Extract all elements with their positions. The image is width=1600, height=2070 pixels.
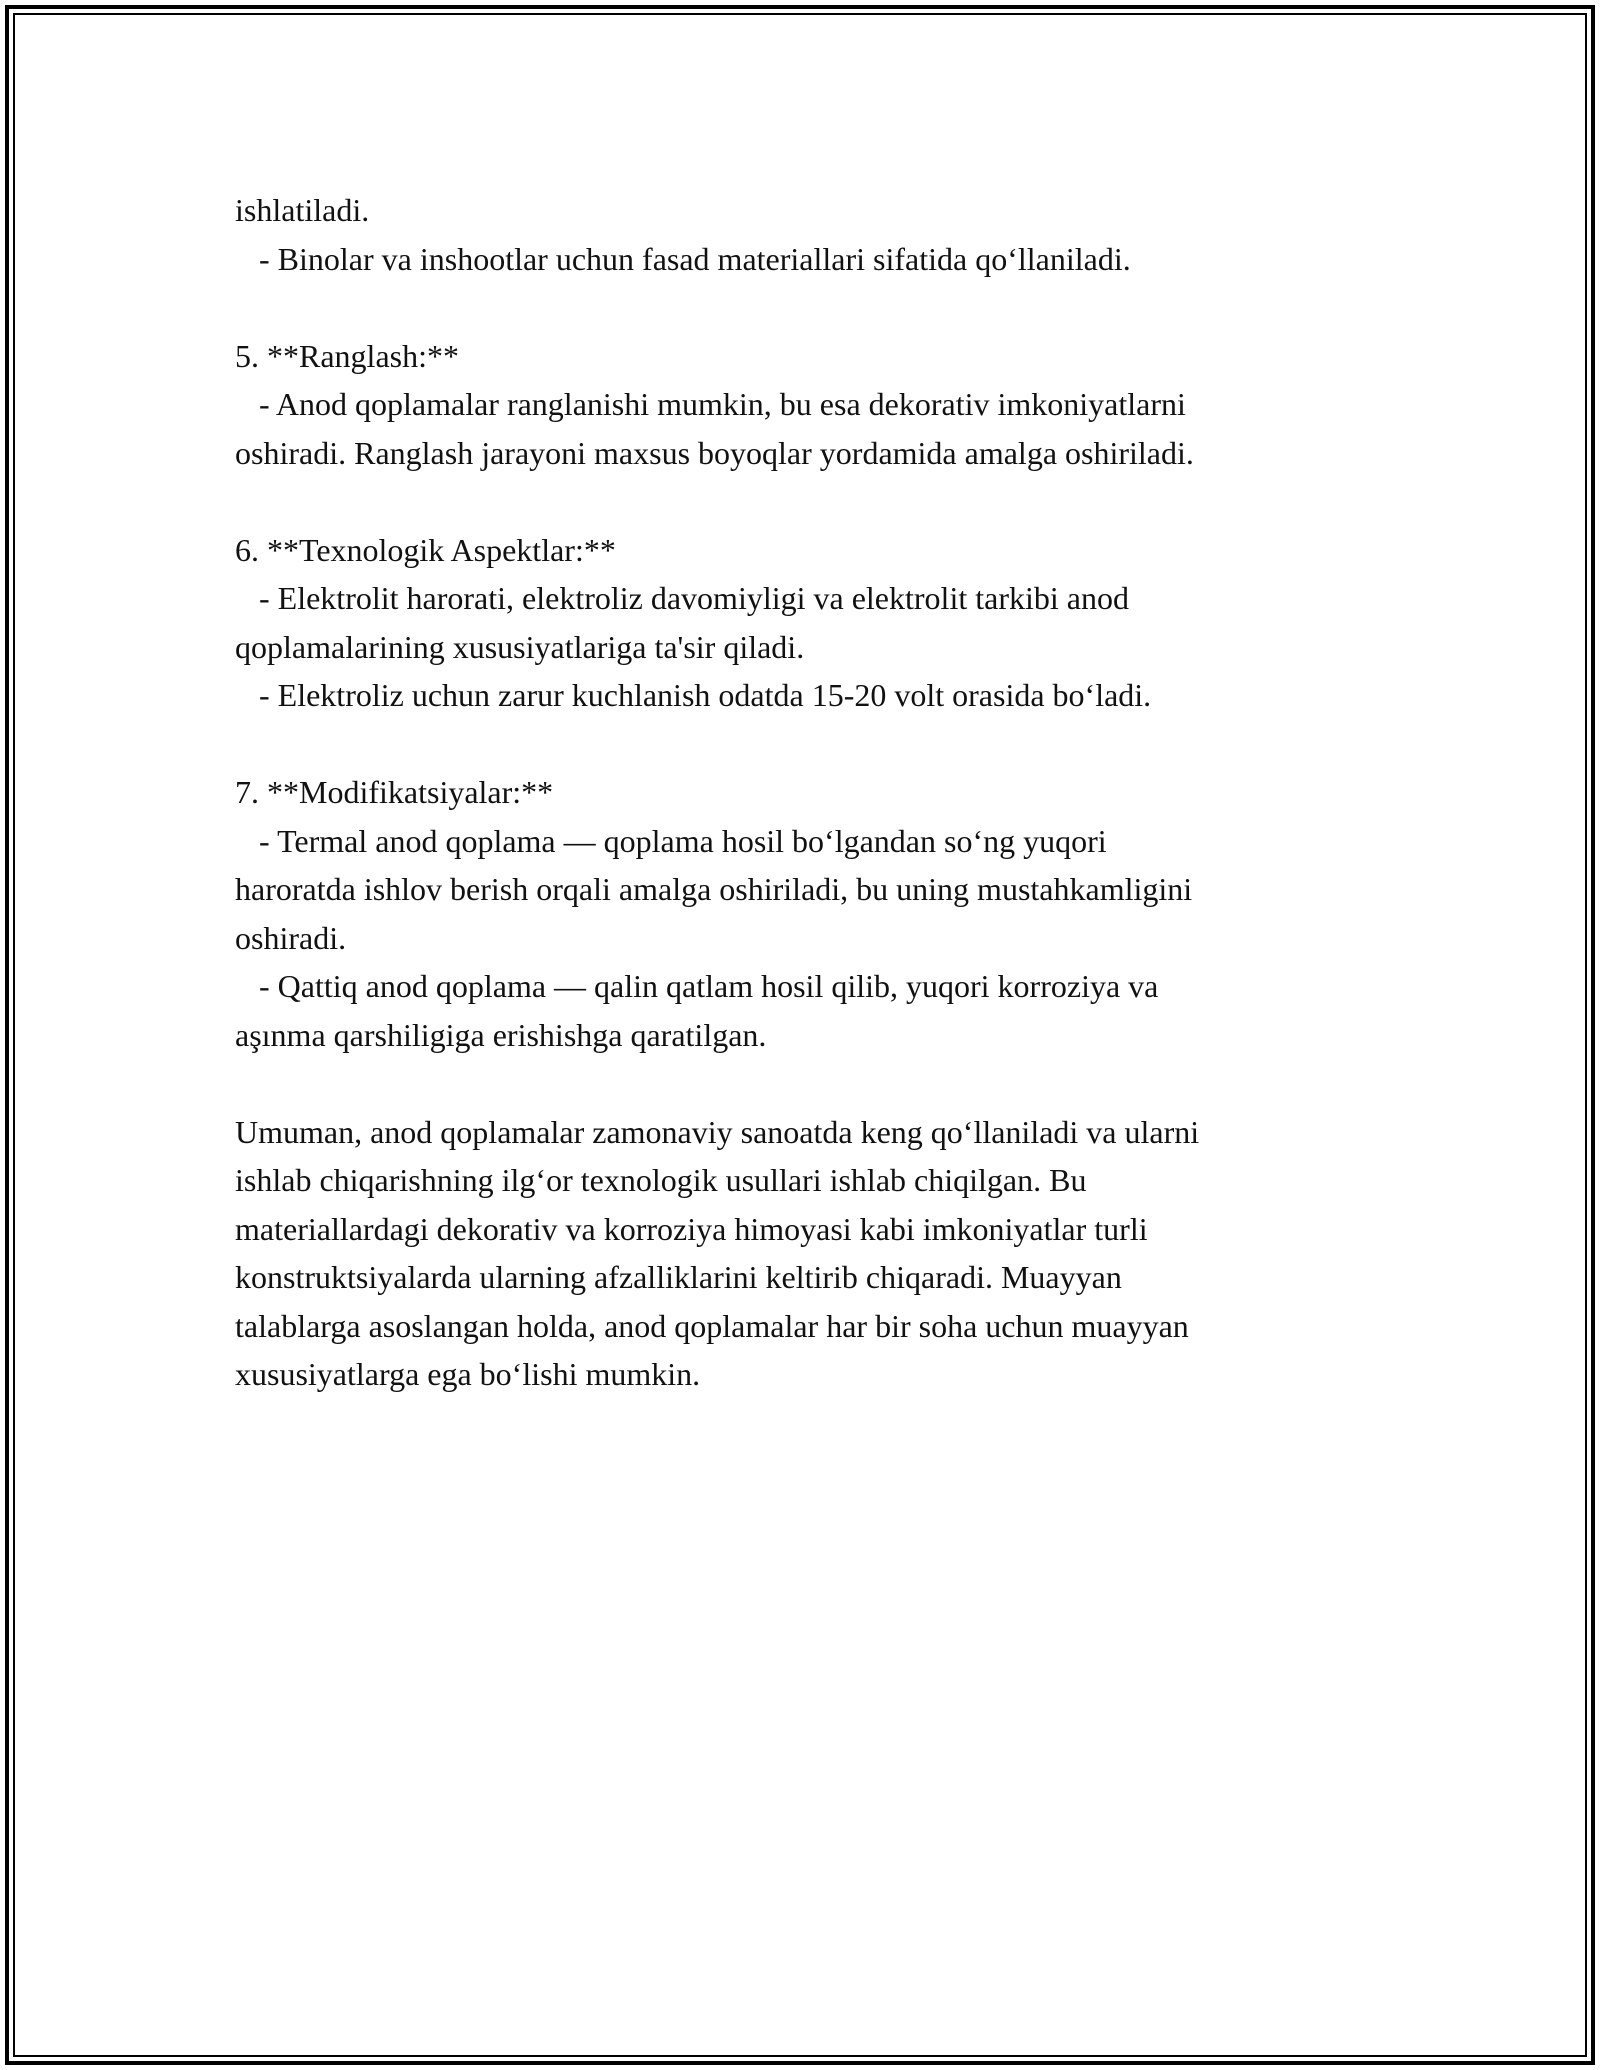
text-line: - Termal anod qoplama — qoplama hosil bo‘lgandan so‘ng yuqori — [235, 822, 1107, 859]
text-line: materiallardagi dekorativ va korroziya himoyasi kabi imkoniyatlar turli — [235, 1210, 1148, 1247]
paragraph-spacer — [235, 283, 1365, 332]
section-heading: 5. **Ranglash:** — [235, 337, 459, 374]
text-line: ishlab chiqarishning ilg‘or texnologik usullari ishlab chiqilgan. Bu — [235, 1162, 1087, 1198]
text-line: ishlatiladi. — [235, 192, 370, 228]
text-line: - Elektroliz uchun zarur kuchlanish odatda 15-20 volt orasida bo‘ladi. — [235, 677, 1152, 713]
section-heading: 6. **Texnologik Aspektlar:** — [235, 531, 616, 568]
text-line: Umuman, anod qoplamalar zamonaviy sanoatda keng qo‘llaniladi va ularni — [235, 1113, 1200, 1150]
document-body — [235, 186, 1365, 1399]
text-line: haroratda ishlov berish orqali amalga oshiriladi, bu uning mustahkamligini — [235, 871, 1193, 907]
section-heading: 7. **Modifikatsiyalar:** — [235, 774, 554, 810]
paragraph-spacer — [235, 477, 1365, 526]
text-line: oshiradi. — [235, 919, 347, 956]
text-line: aşınma qarshiligiga erishishga qaratilgan. — [235, 1016, 767, 1053]
text-line: oshiradi. Ranglash jarayoni maxsus boyoqlar yordamida amalga oshiriladi. — [235, 434, 1194, 471]
paragraph-spacer — [235, 1059, 1365, 1108]
text-line: talablarga asoslangan holda, anod qoplamalar har bir soha uchun muayyan — [235, 1307, 1189, 1344]
text-line: - Anod qoplamalar ranglanishi mumkin, bu esa dekorativ imkoniyatlarni — [235, 386, 1186, 422]
text-line: - Binolar va inshootlar uchun fasad materiallari sifatida qo‘llaniladi. — [235, 240, 1131, 277]
text-line: - Qattiq anod qoplama — qalin qatlam hosil qilib, yuqori korroziya va — [235, 968, 1159, 1004]
text-line: - Elektrolit harorati, elektroliz davomiyligi va elektrolit tarkibi anod — [235, 580, 1129, 616]
text-line: qoplamalarining xususiyatlariga ta'sir qiladi. — [235, 628, 805, 665]
paragraph-spacer — [235, 720, 1365, 769]
text-line: xususiyatlarga ega bo‘lishi mumkin. — [235, 1356, 701, 1392]
text-line: konstruktsiyalarda ularning afzalliklarini keltirib chiqaradi. Muayyan — [235, 1259, 1122, 1295]
